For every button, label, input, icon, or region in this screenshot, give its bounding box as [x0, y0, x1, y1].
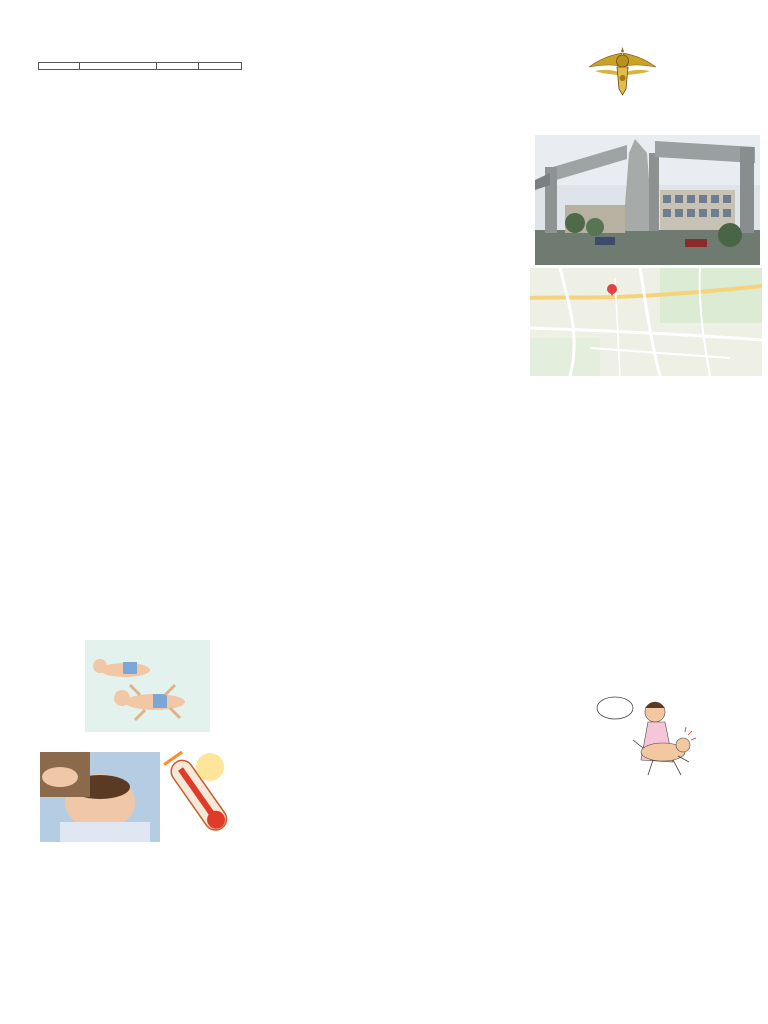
air-force-emblem-icon: [585, 45, 660, 100]
column-header-name: [79, 63, 156, 70]
location-map: [530, 268, 762, 376]
column-header-criteria: [39, 63, 80, 70]
fever-child-illustration: [40, 742, 250, 847]
column-header-time: [199, 63, 242, 70]
schedule-table-left: [38, 62, 242, 70]
column-header-days: [156, 63, 199, 70]
hospital-building-photo: [535, 135, 760, 265]
febrile-seizure-illustration: [85, 640, 210, 732]
seizure-child-illustration: [593, 690, 698, 780]
